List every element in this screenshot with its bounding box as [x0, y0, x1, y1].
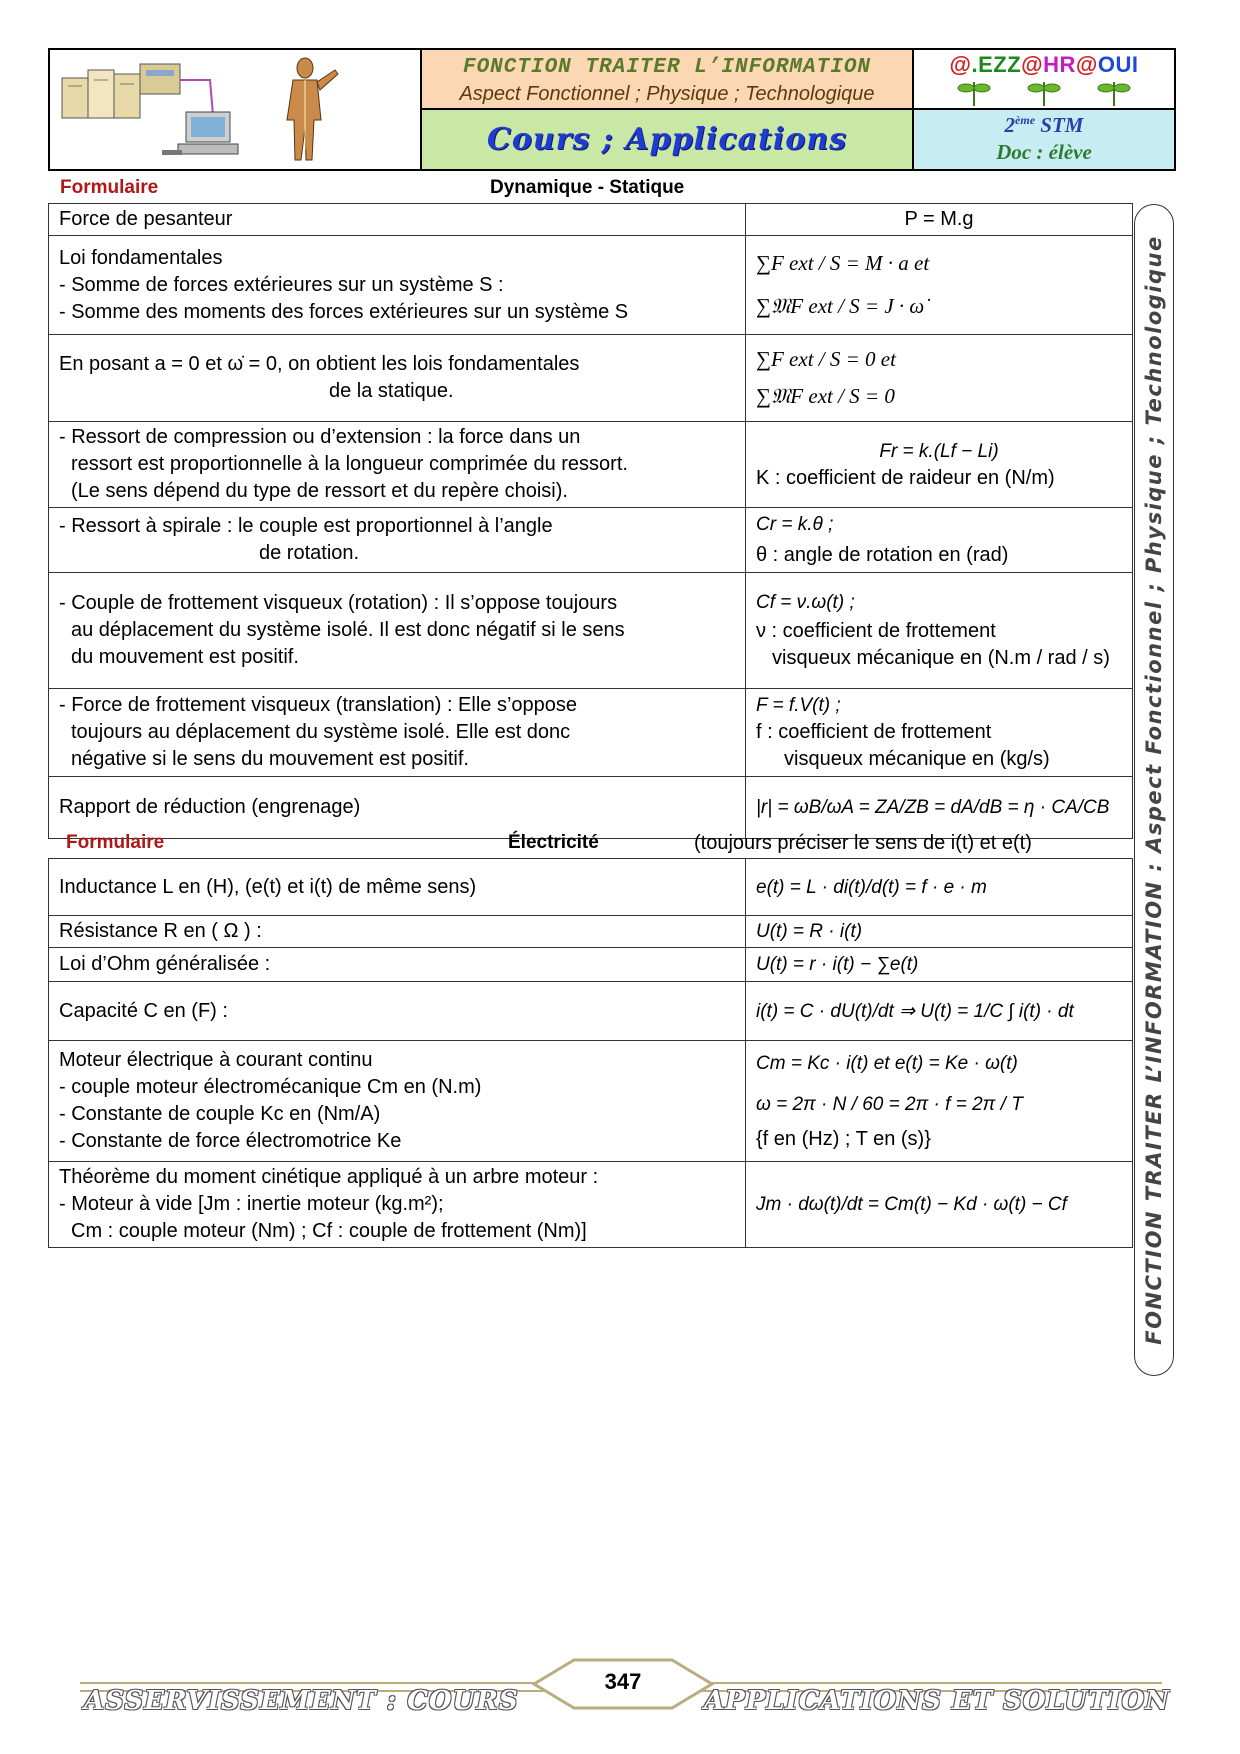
footer-right-text: APPLICATIONS ET SOLUTION: [704, 1686, 1171, 1716]
row-description: Capacité C en (F) :: [49, 982, 746, 1041]
row-formula: Cm = Kc · i(t) et e(t) = Ke · ω(t) ω = 2π · N / 60 = 2π · f = 2π / T {f en (Hz) ; T en (s)}: [746, 1041, 1133, 1162]
page-header: [48, 48, 1176, 171]
footer-left-text: ASSERVISSEMENT : COURS: [84, 1686, 519, 1716]
row-formula: ∑F ext / S = 0 et ∑𝔐F ext / S = 0: [746, 335, 1133, 422]
row-description: Rapport de réduction (engrenage): [49, 777, 746, 839]
section1-title: Dynamique - Statique: [490, 177, 685, 198]
header-illustration: [49, 49, 421, 170]
section2-label: Formulaire: [66, 832, 165, 853]
table-row: [49, 777, 1133, 839]
table-row: [49, 859, 1133, 916]
table-row: [49, 508, 1133, 573]
row-description: Moteur électrique à courant continu - couple moteur électromécanique Cm en (N.m) - Constante de couple Kc en (Nm/A) - Constante de force électromotrice Ke: [49, 1041, 746, 1162]
row-description: Loi d’Ohm généralisée :: [49, 948, 746, 982]
row-formula: e(t) = L · di(t)/d(t) = f · e · m: [746, 859, 1133, 916]
table-row: [49, 236, 1133, 335]
section2-title: Électricité: [508, 832, 599, 853]
row-description: Résistance R en ( Ω ) :: [49, 916, 746, 948]
level-label: 2ème STM: [1004, 113, 1084, 137]
table-row: [49, 916, 1133, 948]
row-description: Loi fondamentales - Somme de forces extérieures sur un système S : - Somme des moments des forces extérieures sur un système S: [49, 236, 746, 335]
human-nervous-system-icon: [287, 58, 338, 160]
row-formula: Cr = k.θ ; θ : angle de rotation en (rad): [746, 508, 1133, 573]
row-formula: U(t) = r · i(t) − ∑e(t): [746, 948, 1133, 982]
table-row: [49, 948, 1133, 982]
dynamics-statics-table: [48, 203, 1133, 839]
table-row: [49, 982, 1133, 1041]
cours-label: Cours ; Applications: [486, 122, 848, 157]
section1-label: Formulaire: [60, 177, 159, 198]
desktop-computer-icon: [162, 112, 238, 155]
row-description: - Ressort à spirale : le couple est proportionnel à l’angle de rotation.: [49, 508, 746, 573]
row-formula: ∑F ext / S = M · a et ∑𝔐F ext / S = J · ω̇: [746, 236, 1133, 335]
table-row: [49, 573, 1133, 689]
table-row: [49, 1162, 1133, 1248]
function-title-cell: [421, 49, 913, 109]
aspects-subtitle: Aspect Fonctionnel ; Physique ; Technologique: [459, 83, 875, 105]
row-formula: i(t) = C · dU(t)/dt ⇒ U(t) = 1/C ∫ i(t) · dt: [746, 982, 1133, 1041]
section2-note: (toujours préciser le sens de i(t) et e(t): [694, 832, 1032, 854]
row-description: Inductance L en (H), (e(t) et i(t) de même sens): [49, 859, 746, 916]
page-number-badge: [530, 1656, 716, 1712]
function-title: FONCTION TRAITER L’INFORMATION: [462, 56, 872, 79]
page-number: 347: [604, 1669, 642, 1694]
row-formula: |r| = ωB/ωA = ZA/ZB = dA/dB = η · CA/CB: [746, 777, 1133, 839]
row-formula: Fr = k.(Lf − Li) K : coefficient de raideur en (N/m): [746, 422, 1133, 508]
row-description: - Couple de frottement visqueux (rotation) : Il s’oppose toujours au déplacement du système isolé. Il est donc négatif si le sens du mouvement est positif.: [49, 573, 746, 689]
flowers-icon: [944, 78, 1144, 106]
row-formula: Jm · dω(t)/dt = Cm(t) − Kd · ω(t) − Cf: [746, 1162, 1133, 1248]
cours-cell: [421, 109, 913, 170]
table-row: [49, 422, 1133, 508]
row-description: En posant a = 0 et ω̇ = 0, on obtient les lois fondamentales de la statique.: [49, 335, 746, 422]
row-description: Théorème du moment cinétique appliqué à un arbre moteur : - Moteur à vide [Jm : inertie moteur (kg.m²); Cm : couple moteur (Nm) ; Cf : couple de frottement (Nm)]: [49, 1162, 746, 1248]
row-formula: P = M.g: [746, 204, 1133, 236]
doc-label: Doc : élève: [996, 140, 1092, 164]
server-rack-icon: [62, 64, 180, 118]
table-row: [49, 1041, 1133, 1162]
row-description: - Ressort de compression ou d’extension : la force dans un ressort est proportionnelle à la longueur comprimée du ressort. (Le sens dépend du type de ressort et du repère choisi).: [49, 422, 746, 508]
level-cell: [913, 109, 1175, 170]
row-formula: U(t) = R · i(t): [746, 916, 1133, 948]
author-logo: [913, 49, 1175, 109]
electricity-table: [48, 858, 1133, 1248]
row-formula: F = f.V(t) ; f : coefficient de frottement visqueux mécanique en (kg/s): [746, 689, 1133, 777]
row-formula: Cf = ν.ω(t) ; ν : coefficient de frottement visqueux mécanique en (N.m / rad / s): [746, 573, 1133, 689]
side-band-text: FONCTION TRAITER L’INFORMATION : Aspect Fonctionnel ; Physique ; Technologique: [1142, 235, 1166, 1345]
table-row: [49, 204, 1133, 236]
brand-text: @.EZZ@HR@OUI: [949, 52, 1139, 77]
table-row: [49, 689, 1133, 777]
computer-and-nervous-system-icon: [50, 50, 420, 169]
row-description: Force de pesanteur: [49, 204, 746, 236]
side-band: [1134, 204, 1174, 1376]
table-row: [49, 335, 1133, 422]
row-description: - Force de frottement visqueux (translation) : Elle s’oppose toujours au déplacement du système isolé. Elle est donc négative si le sens du mouvement est positif.: [49, 689, 746, 777]
